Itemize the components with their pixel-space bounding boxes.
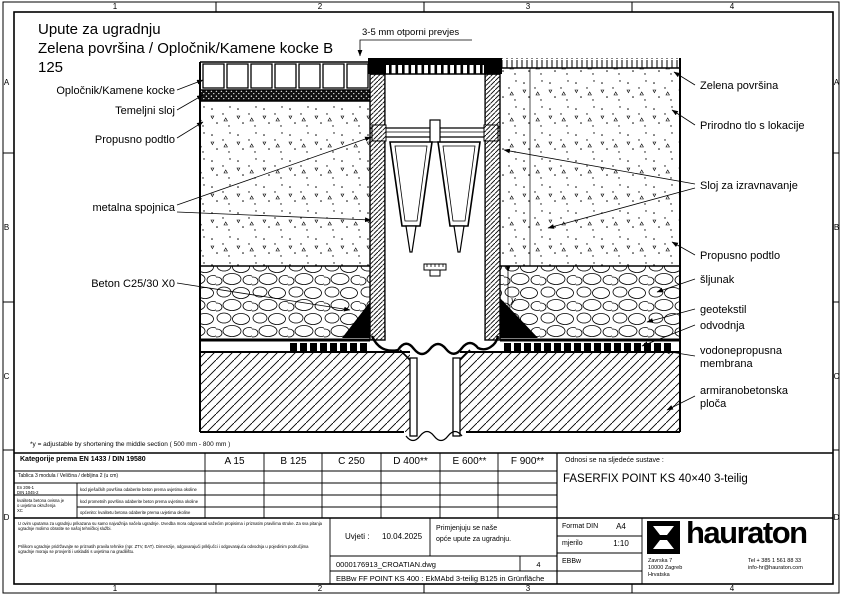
border-col-4: 4: [729, 2, 735, 11]
grating: [368, 58, 502, 74]
hauraton-logo-icon: [647, 521, 680, 554]
callout-concrete: Beton C25/30 X0: [91, 278, 175, 290]
logo-email: info-hr@hauraton.com: [748, 564, 803, 571]
callout-subbase-left: Propusno podtlo: [94, 134, 175, 146]
logo-contact: [748, 558, 803, 572]
requirement-row-3: općenito: kvalitetu betona odaberite prema uvjetima okoline: [80, 510, 191, 515]
load-class-d400: D 400**: [393, 456, 428, 467]
scale-label: mjerilo: [562, 540, 583, 547]
border-col-2: 2: [317, 2, 323, 11]
border-row-c: C: [3, 372, 10, 381]
drainage-row-left: [290, 343, 367, 351]
paving-blocks: [200, 62, 370, 90]
notes-paragraph-1: U ovim uputama za ugradnju prikazana su samo najvažnija načela ugradnje. Izvedba mora odgovarati važećim propisima i priznatim pravilima struke. Za sva pitanja ugradnje molimo obratite se našoj tehničkoj službi.: [18, 521, 322, 531]
hauraton-wordmark: hauraton: [686, 515, 807, 550]
border-row-b: B: [3, 223, 10, 232]
load-table-header-label: Kategorije prema EN 1433 / DIN 19580: [20, 456, 146, 463]
load-class-c250: C 250: [338, 456, 365, 467]
border-col-3b: 3: [525, 584, 531, 593]
border-row-c2: C: [833, 372, 840, 381]
load-class-b125: B 125: [280, 456, 307, 467]
border-row-d: D: [3, 513, 10, 522]
callout-joint-gap: 3-5 mm otporni prevjes: [362, 27, 460, 38]
quality-line-2: o uvjetima okruženja: [17, 503, 56, 508]
format-value: A4: [616, 522, 626, 531]
date-label: Uvjeti :: [345, 532, 370, 541]
callout-leveling-layer: Sloj za izravnavanje: [700, 180, 798, 192]
load-class-f900: F 900**: [510, 456, 545, 467]
format-label: Format DIN: [562, 523, 599, 530]
system-panel-heading: Odnosi se na sljedeće sustave :: [565, 457, 664, 464]
callout-metal-clamp: metalna spojnica: [92, 202, 175, 214]
quality-line-3: XC: [17, 508, 23, 513]
file-name: 0000176913_CROATIAN.dwg: [336, 560, 436, 569]
border-row-a2: A: [833, 78, 840, 87]
norm-line-2: DIN 1045-2: [17, 490, 39, 495]
sheet-number: 4: [536, 560, 541, 569]
page-title-line3: 125: [38, 59, 64, 76]
callout-bedding: Temeljni sloj: [115, 105, 175, 117]
logo-address: [648, 558, 682, 578]
border-col-2b: 2: [317, 584, 323, 593]
callout-subbase-right: Propusno podtlo: [700, 250, 781, 262]
border-row-a: A: [3, 78, 10, 87]
requirement-row-1: kod pješačkih površina odaberite beton prema uvjetima okoline: [80, 487, 197, 492]
border-col-4b: 4: [729, 584, 735, 593]
doc-title: EBBw FF POINT KS 400 : EkMAbd 3-teilig B125 in Grünfläche: [336, 574, 545, 583]
logo-address-line3: Hrvatska: [648, 571, 670, 578]
footnote: *y = adjustable by shortening the middle section ( 500 mm - 800 mm ): [30, 441, 231, 448]
callout-gravel: šljunak: [700, 274, 735, 286]
code-value: EBBw: [562, 558, 582, 565]
quality-line-1: kvaliteta betona ovisna je: [17, 498, 65, 503]
callout-geotextile: geotekstil: [700, 304, 747, 316]
load-class-e600: E 600**: [452, 456, 487, 467]
load-table-row2-label: Tablica 3 modula / Veličina / debljina 2 (u cm): [18, 473, 119, 479]
callout-drainage: odvodnja: [700, 320, 745, 332]
border-col-1b: 1: [112, 584, 118, 593]
border-row-b2: B: [833, 223, 840, 232]
callout-paving: Opločnik/Kamene kocke: [56, 85, 175, 97]
border-row-d2: D: [833, 513, 840, 522]
page-title-line2: Zelena površina / Opločnik/Kamene kocke B: [38, 40, 334, 57]
date-value: 10.04.2025: [382, 532, 423, 541]
page-title-line1: Upute za ugradnju: [38, 21, 161, 38]
general-note-line2: opće upute za ugradnju.: [436, 536, 512, 543]
border-col-3: 3: [525, 2, 531, 11]
general-note-line1: Primjenjuju se naše: [436, 525, 498, 532]
logo-phone: Tel + 385 1 561 88 33: [748, 558, 802, 564]
callout-membrane: vodonepropusna membrana: [700, 345, 782, 370]
callout-green-surface: Zelena površina: [700, 80, 779, 92]
norm-line-1: En 206-1: [17, 485, 34, 490]
scale-value: 1:10: [613, 539, 629, 548]
system-name: FASERFIX POINT KS 40×40 3-teilig: [563, 473, 748, 485]
logo-address-line1: Zavrska 7: [648, 558, 673, 564]
load-class-a15: A 15: [224, 456, 245, 467]
logo-address-line2: 10000 Zagreb: [648, 564, 683, 571]
notes-paragraph-2: Prilikom ugradnje pridržavajte se priznatih pravila tehnike (npr. ZTV, EAT). Dimenzije, odgovarajući priključci i odgovarajuća odvodnja u pojedinim područjima ugradnje moraju se provjeriti i uskladiti s uvjetima na gradilištu.: [18, 544, 309, 554]
grass-surface: [502, 58, 678, 68]
callout-rc-slab: armiranobetonska ploča: [700, 385, 789, 410]
dim-y-label: y: [511, 295, 516, 305]
border-col-1: 1: [112, 2, 118, 11]
callout-native-soil: Prirodno tlo s lokacije: [700, 120, 805, 132]
requirement-row-2: kod prometnih površina odaberite beton prema uvjetima okoline: [80, 499, 199, 504]
